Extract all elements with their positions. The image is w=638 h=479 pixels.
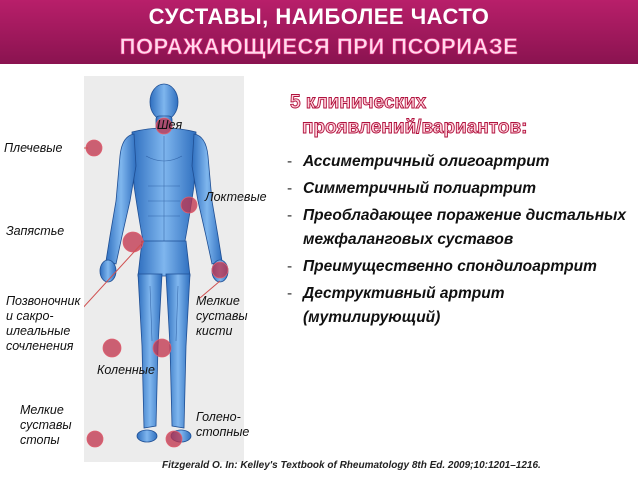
figure-panel <box>84 76 244 462</box>
joint-knee-left <box>103 339 121 357</box>
list-item <box>287 204 632 252</box>
list-item <box>287 150 632 174</box>
joint-foot-left <box>87 431 103 447</box>
label-ankle: Голено- стопные <box>196 410 250 439</box>
joint-hand-right <box>212 262 228 278</box>
label-elbow: Локтевые <box>205 190 267 204</box>
human-body-figure <box>84 76 244 462</box>
bullet-dash: - <box>287 258 293 275</box>
list-item <box>287 255 632 279</box>
variants-heading <box>290 90 630 140</box>
joint-spine <box>123 232 143 252</box>
variant-text: Ассиметричный олигоартрит <box>303 153 550 170</box>
label-foot: Мелкие суставы стопы <box>20 403 72 447</box>
variant-text: Преобладающее поражение дистальных межфаланговых суставов <box>303 207 626 248</box>
list-item <box>287 177 632 201</box>
bullet-dash: - <box>287 285 293 302</box>
label-spine: Позвоночник и сакро- илеальные сочленения <box>6 294 81 353</box>
label-shoulder: Плечевые <box>4 141 63 155</box>
joint-ankle-right <box>166 431 182 447</box>
bullet-dash: - <box>287 180 293 197</box>
bullet-dash: - <box>287 207 293 224</box>
label-neck: Шея <box>157 118 183 132</box>
figure-pelvis <box>138 241 190 276</box>
label-knee: Коленные <box>97 363 155 377</box>
heading-line-2: проявлений/вариантов: <box>302 117 528 138</box>
title-line-1: СУСТАВЫ, НАИБОЛЕЕ ЧАСТО <box>148 4 490 29</box>
list-item <box>287 282 632 330</box>
label-hand: Мелкие суставы кисти <box>196 294 248 338</box>
variant-text: Преимущественно спондилоартрит <box>303 258 597 275</box>
joint-shoulder <box>86 140 102 156</box>
figure-foot-left <box>137 430 157 442</box>
figure-hand-left <box>100 260 116 282</box>
variant-text: Деструктивный артрит (мутилирующий) <box>303 285 505 326</box>
joint-elbow <box>181 197 197 213</box>
title-line-2: ПОРАЖАЮЩИЕСЯ ПРИ ПСОРИАЗЕ <box>119 34 519 59</box>
joint-knee-right <box>153 339 171 357</box>
variant-text: Симметричный полиартрит <box>303 180 536 197</box>
variants-list <box>287 150 632 333</box>
bullet-dash: - <box>287 153 293 170</box>
citation: Fitzgerald O. In: Kelley's Textbook of Rheumatology 8th Ed. 2009;10:1201–1216. <box>162 460 541 471</box>
figure-head <box>150 84 178 120</box>
label-wrist: Запястье <box>6 224 65 238</box>
heading-line-1: 5 клинических <box>290 92 427 113</box>
